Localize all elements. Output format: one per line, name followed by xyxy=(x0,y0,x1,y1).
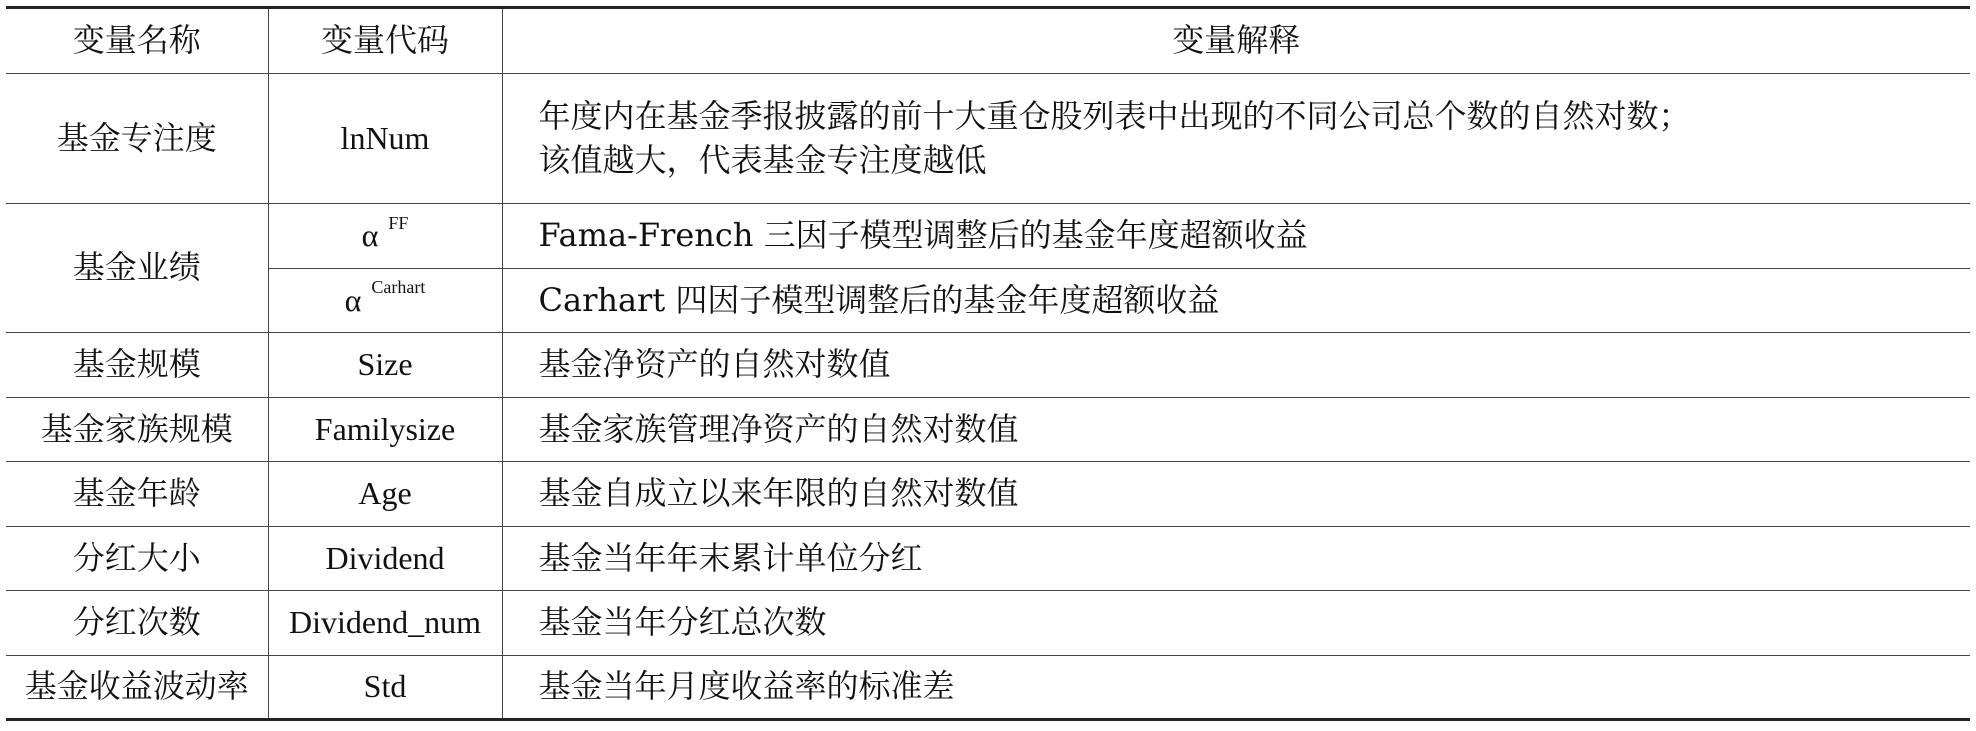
cell-variable-code: lnNum xyxy=(268,74,502,204)
alpha-ff-symbol xyxy=(361,212,409,254)
cell-variable-code: Dividend_num xyxy=(268,591,502,656)
cell-variable-name: 分红大小 xyxy=(6,526,268,591)
cell-variable-name: 基金家族规模 xyxy=(6,397,268,462)
cell-variable-name: 分红次数 xyxy=(6,591,268,656)
cell-variable-code: Size xyxy=(268,333,502,398)
table-row xyxy=(6,462,1970,527)
cell-variable-explanation: 基金当年分红总次数 xyxy=(502,591,1970,656)
cell-variable-code: Familysize xyxy=(268,397,502,462)
cell-variable-code: Std xyxy=(268,655,502,720)
table-row xyxy=(6,591,1970,656)
cell-variable-explanation: 基金家族管理净资产的自然对数值 xyxy=(502,397,1970,462)
cell-variable-name: 基金专注度 xyxy=(6,74,268,204)
cell-variable-explanation: 基金净资产的自然对数值 xyxy=(502,333,1970,398)
table-row xyxy=(6,74,1970,204)
table-row xyxy=(6,397,1970,462)
alpha-letter: α xyxy=(344,281,362,318)
cell-variable-code: Dividend xyxy=(268,526,502,591)
cell-variable-explanation: 基金自成立以来年限的自然对数值 xyxy=(502,462,1970,527)
table-row xyxy=(6,655,1970,720)
cell-variable-code xyxy=(268,268,502,333)
table-header-row xyxy=(6,8,1970,74)
cell-variable-explanation xyxy=(502,74,1970,204)
table-row xyxy=(6,333,1970,398)
alpha-superscript: FF xyxy=(388,212,409,233)
header-variable-code: 变量代码 xyxy=(268,8,502,74)
table-row xyxy=(6,204,1970,269)
cell-variable-name: 基金业绩 xyxy=(6,204,268,333)
alpha-superscript: Carhart xyxy=(371,277,426,297)
alpha-letter: α xyxy=(361,217,379,254)
variable-definition-table xyxy=(6,6,1970,721)
cell-variable-code xyxy=(268,204,502,269)
cell-variable-code: Age xyxy=(268,462,502,527)
cell-variable-name: 基金年龄 xyxy=(6,462,268,527)
cell-variable-name: 基金收益波动率 xyxy=(6,655,268,720)
cell-variable-explanation: Fama-French 三因子模型调整后的基金年度超额收益 xyxy=(502,204,1970,269)
header-variable-explanation: 变量解释 xyxy=(502,8,1970,74)
header-variable-name: 变量名称 xyxy=(6,8,268,74)
explanation-line-1: 年度内在基金季报披露的前十大重仓股列表中出现的不同公司总个数的自然对数； xyxy=(538,97,1691,136)
cell-variable-explanation: Carhart 四因子模型调整后的基金年度超额收益 xyxy=(502,268,1970,333)
cell-variable-explanation: 基金当年年末累计单位分红 xyxy=(502,526,1970,591)
table-row xyxy=(6,526,1970,591)
alpha-carhart-symbol xyxy=(344,277,426,318)
cell-variable-explanation: 基金当年月度收益率的标准差 xyxy=(502,655,1970,720)
cell-variable-name: 基金规模 xyxy=(6,333,268,398)
explanation-line-2: 该值越大，代表基金专注度越低 xyxy=(538,140,987,179)
table-row xyxy=(6,268,1970,333)
